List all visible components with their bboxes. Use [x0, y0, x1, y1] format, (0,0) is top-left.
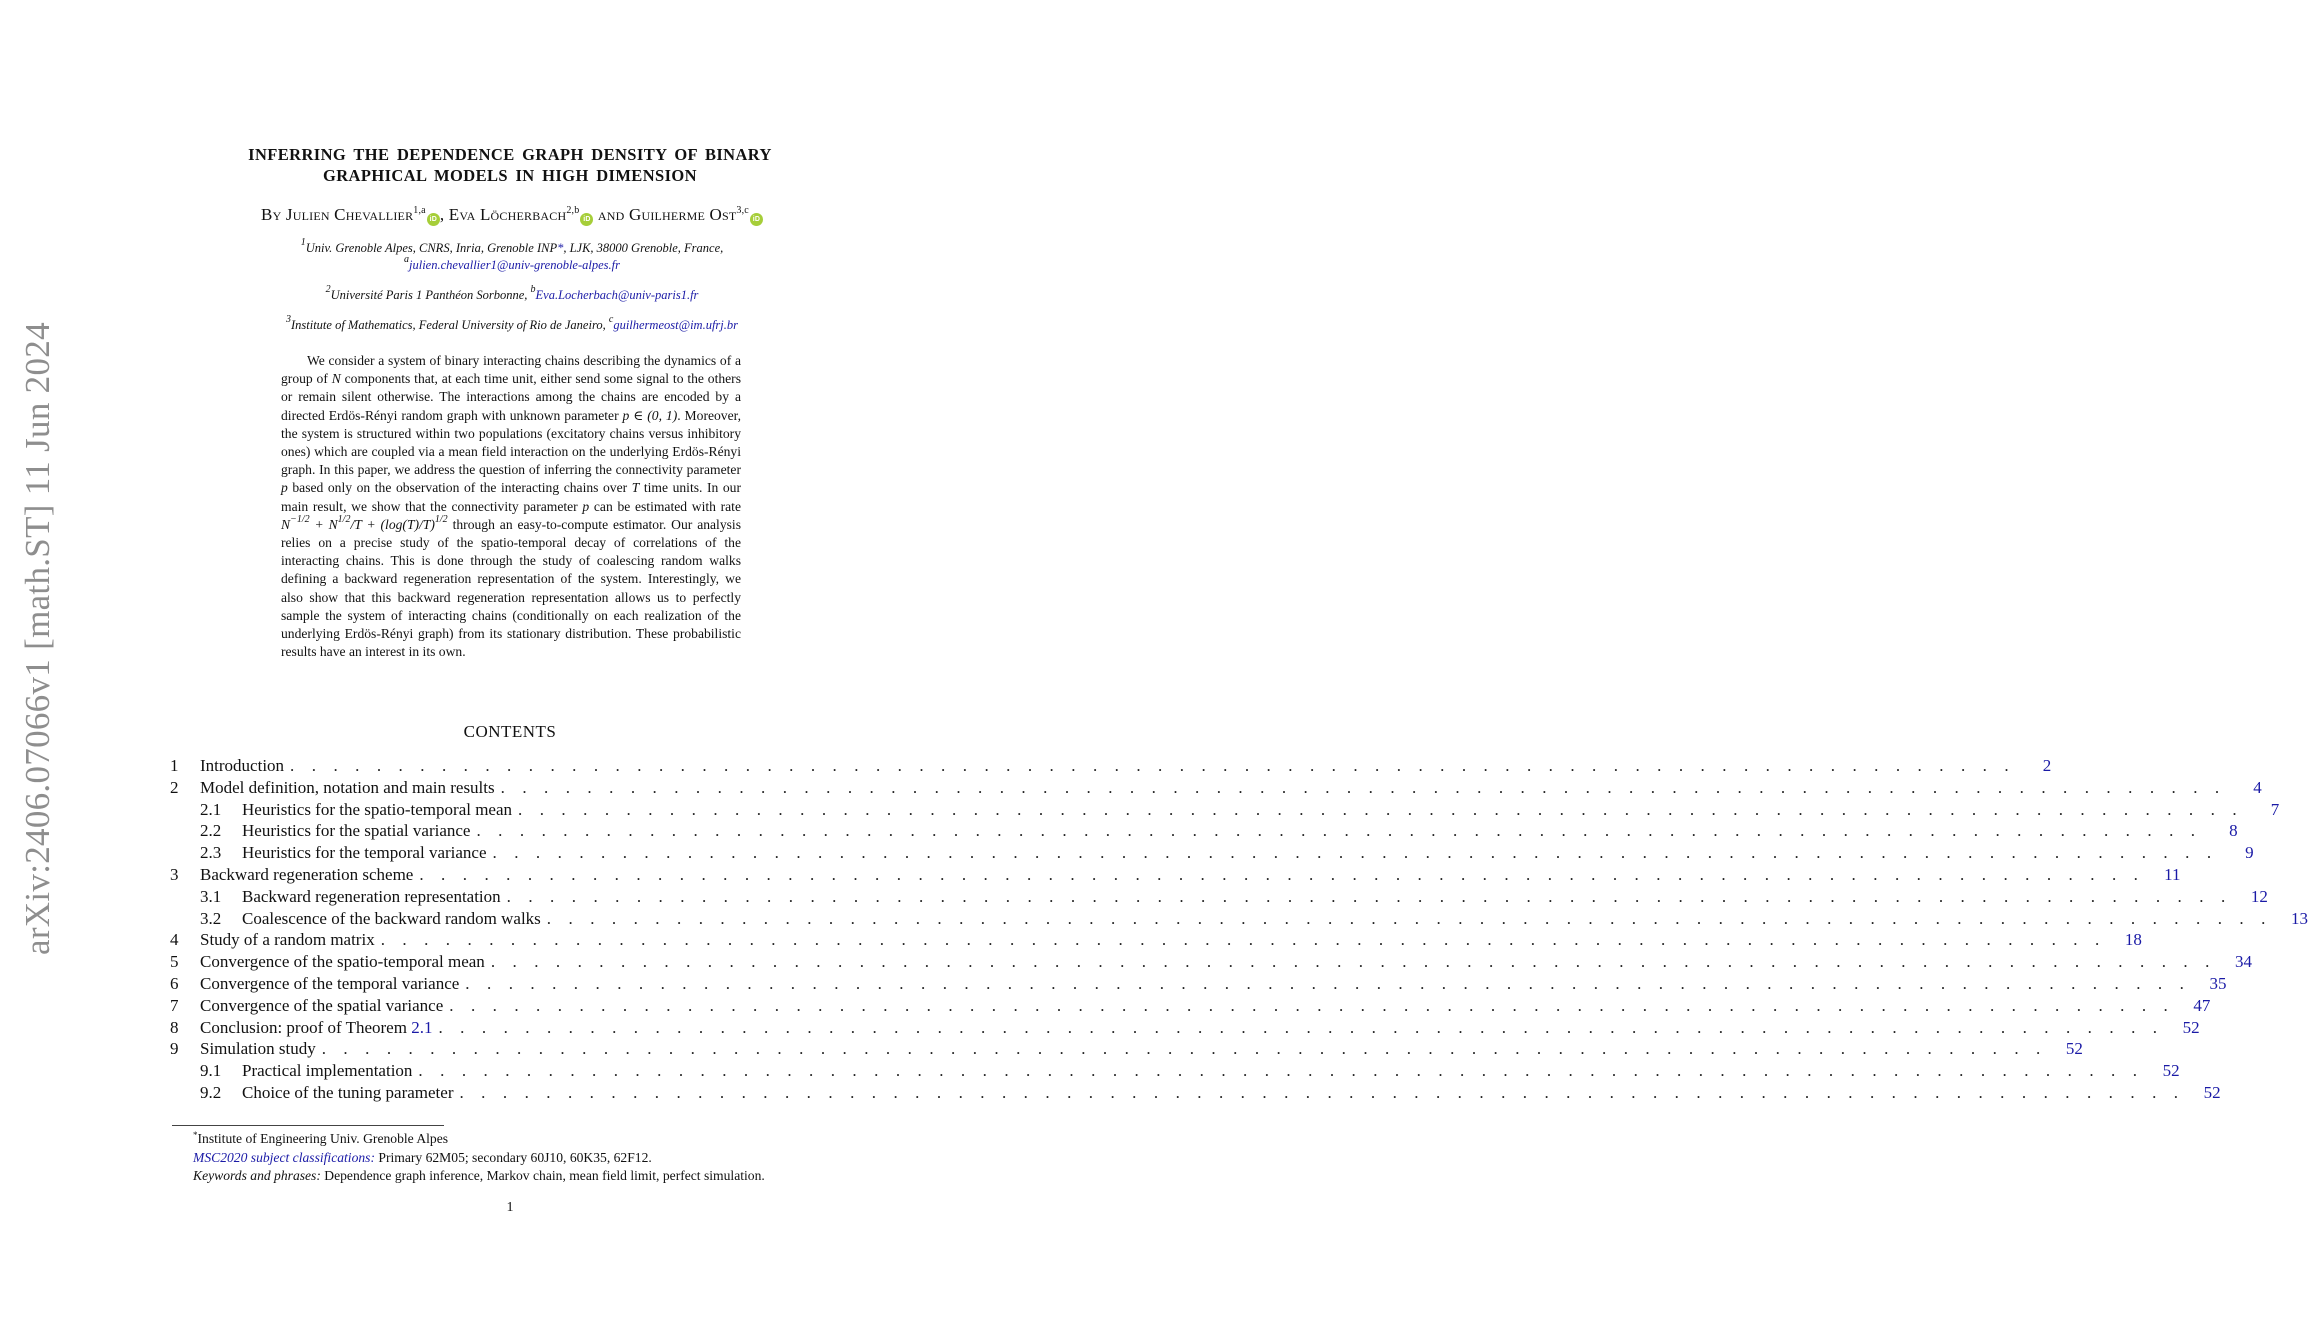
toc-entry[interactable]	[170, 842, 2254, 864]
toc-entry[interactable]	[170, 951, 2252, 973]
toc-page-link[interactable]: 52	[2162, 1061, 2180, 1081]
toc-entry-title-text: Heuristics for the temporal variance	[242, 843, 487, 863]
toc-entry[interactable]	[170, 820, 2238, 842]
toc-entry[interactable]	[170, 1038, 2083, 1060]
toc-entry-number: 3.2	[200, 908, 222, 928]
toc-entry-title-text: Study of a random matrix	[200, 930, 375, 950]
title-line-2: GRAPHICAL MODELS IN HIGH DIMENSION	[323, 166, 697, 185]
toc-page-link[interactable]: 12	[2250, 886, 2268, 906]
footnote-rule	[172, 1125, 444, 1126]
toc-entry-number: 1	[170, 756, 179, 775]
footnote-star-link[interactable]: *	[557, 241, 564, 255]
aff1-text: Univ. Grenoble Alpes, CNRS, Inria, Grenoble INP	[305, 241, 558, 255]
toc-leader-dots: . . . . . . . . . . . . . . . . . . . . . . . . . . . . . . . . . . . . . . . . . . . . . . . . . . . . . . . . . . . . . . . . . . . . . . . . . . . . . . . .	[492, 843, 2218, 863]
footnote-institute-text: Institute of Engineering Univ. Grenoble Alpes	[197, 1131, 449, 1146]
affiliation-3	[150, 314, 874, 334]
toc-leader-dots: . . . . . . . . . . . . . . . . . . . . . . . . . . . . . . . . . . . . . . . . . . . . . . . . . . . . . . . . . . . . . . . . . . . . . . . . . . . . . . . .	[321, 1039, 2047, 1059]
toc-entry-title	[200, 1017, 438, 1039]
toc-entry-title	[242, 820, 476, 842]
toc-entry-title	[242, 799, 518, 821]
math-N: N	[331, 371, 341, 387]
abstract-text: can be estimated with rate	[589, 498, 741, 514]
toc-page-link[interactable]: 52	[2182, 1017, 2200, 1037]
toc-entry-number: 2.2	[200, 821, 222, 841]
toc-entry[interactable]	[170, 995, 2211, 1017]
toc-page-link[interactable]: 4	[2253, 777, 2262, 797]
math-p-range: p ∈ (0, 1)	[622, 407, 678, 423]
toc-entry-title	[200, 995, 449, 1017]
toc-page-link[interactable]: 11	[2164, 864, 2181, 884]
toc-page-link[interactable]: 18	[2124, 930, 2142, 950]
toc-leader-dots: . . . . . . . . . . . . . . . . . . . . . . . . . . . . . . . . . . . . . . . . . . . . . . . . . . . . . . . . . . . . . . . . . . . . . . . . . . . . . . . .	[459, 1082, 2185, 1102]
aff1-sup: 1	[300, 237, 306, 248]
toc-page-link[interactable]: 13	[2290, 908, 2308, 928]
toc-entry-title	[200, 777, 501, 799]
toc-leader-dots: . . . . . . . . . . . . . . . . . . . . . . . . . . . . . . . . . . . . . . . . . . . . . . . . . . . . . . . . . . . . . . . . . . . . . . . . . . . . . . . .	[518, 799, 2244, 819]
arxiv-identifier-stamp: arXiv:2406.07066v1 [math.ST] 11 Jun 2024	[18, 322, 57, 955]
toc-leader-dots: . . . . . . . . . . . . . . . . . . . . . . . . . . . . . . . . . . . . . . . . . . . . . . . . . . . . . . . . . . . . . . . . . . . . . . . . . . . . . . . .	[418, 1061, 2144, 1081]
toc-page-link[interactable]: 7	[2270, 799, 2280, 819]
toc-entry[interactable]	[170, 1060, 2180, 1082]
toc-leader-dots: . . . . . . . . . . . . . . . . . . . . . . . . . . . . . . . . . . . . . . . . . . . . . . . . . . . . . . . . . . . . . . . . . . . . . . . . . . . . . . . .	[546, 908, 2272, 928]
toc-entry[interactable]	[170, 755, 2052, 777]
orcid-icon[interactable]: iD	[580, 213, 593, 226]
msc-link[interactable]: MSC2020 subject classifications:	[193, 1149, 375, 1165]
toc-entry-title	[242, 1060, 418, 1082]
affiliation-1	[150, 237, 874, 274]
toc-entry-title	[242, 886, 507, 908]
footnote-institute	[193, 1130, 893, 1149]
author-line: By Julien Chevallier$^{1,a}$iD , Eva Löcherbach$^{2,b}$iD and Guilherme Ost$^{3,c}$iD	[150, 205, 874, 226]
paper-title	[190, 144, 830, 186]
toc-entry-title-text: Convergence of the temporal variance	[200, 973, 460, 993]
toc-entry-title-text: Choice of the tuning parameter	[242, 1082, 454, 1102]
toc-leader-dots: . . . . . . . . . . . . . . . . . . . . . . . . . . . . . . . . . . . . . . . . . . . . . . . . . . . . . . . . . . . . . . . . . . . . . . . . . . . . . . . .	[506, 886, 2232, 906]
footnote-keywords	[193, 1167, 893, 1186]
toc-entry-title-text: Coalescence of the backward random walks	[242, 908, 541, 928]
footnote-msc	[193, 1149, 893, 1168]
author-locherbach-sup: 2,b	[566, 205, 580, 216]
toc-entry[interactable]	[170, 799, 2280, 821]
toc-entry-number: 2	[170, 777, 179, 797]
abstract-text: . Moreover, the system is structured within two populations (excitatory chains versus inhibitory ones) which are coupled via a mean field interaction on the underlying Erdös-Rényi graph. In this paper, we address the question of inferring the connectivity parameter	[281, 407, 742, 478]
orcid-icon[interactable]: iD	[750, 213, 763, 226]
toc-entry-number: 2.1	[200, 799, 222, 819]
toc-page-link[interactable]: 35	[2209, 973, 2227, 993]
toc-entry[interactable]	[170, 1082, 2221, 1104]
email-link-ost[interactable]: guilhermeost@im.ufrj.br	[613, 318, 739, 332]
toc-entry[interactable]	[170, 777, 2262, 799]
contents-heading: CONTENTS	[463, 722, 557, 741]
footnotes	[193, 1130, 893, 1186]
math-rate-formula: $N^{-1/2} + N^{1/2}/T + (\log(T)/T)^{1/2}$	[281, 513, 448, 532]
toc-entry[interactable]	[170, 929, 2142, 951]
toc-entry[interactable]	[170, 1017, 2200, 1039]
toc-leader-dots: . . . . . . . . . . . . . . . . . . . . . . . . . . . . . . . . . . . . . . . . . . . . . . . . . . . . . . . . . . . . . . . . . . . . . . . . . . . . . . . .	[500, 777, 2226, 797]
toc-entry-title	[200, 864, 419, 886]
toc-entry-number: 9.1	[200, 1061, 222, 1081]
toc-entry-number: 4	[170, 930, 179, 950]
author-locherbach: Eva Löcherbach	[448, 205, 567, 224]
title-line-1: INFERRING THE DEPENDENCE GRAPH DENSITY OF BINARY	[248, 145, 772, 164]
toc-leader-dots: . . . . . . . . . . . . . . . . . . . . . . . . . . . . . . . . . . . . . . . . . . . . . . . . . . . . . . . . . . . . . . . . . . . . . . . . . . . . . . . .	[419, 864, 2145, 884]
aff2-text: Université Paris 1 Panthéon Sorbonne,	[330, 288, 531, 302]
aff3-text: Institute of Mathematics, Federal University of Rio de Janeiro,	[290, 318, 609, 332]
theorem-link[interactable]: 2.1	[411, 1017, 433, 1037]
table-of-contents	[170, 755, 2308, 1104]
toc-entry-number: 3	[170, 864, 179, 884]
toc-entry-number: 9	[170, 1039, 179, 1059]
affiliation-2	[150, 284, 874, 304]
toc-leader-dots: . . . . . . . . . . . . . . . . . . . . . . . . . . . . . . . . . . . . . . . . . . . . . . . . . . . . . . . . . . . . . . . . . . . . . . . . . . . . . . . .	[465, 973, 2191, 993]
toc-entry-title	[200, 929, 381, 951]
abstract-text: components that, at each time unit, either send some signal to the others or remain silent otherwise. The interactions among the chains are encoded by a directed Erdös-Rényi random graph with unknown parameter	[281, 371, 741, 423]
toc-entry-title-text: Backward regeneration representation	[242, 886, 501, 906]
page-number: 1	[506, 1200, 514, 1215]
by-label: By	[261, 205, 282, 224]
toc-entry-title-text: Practical implementation	[242, 1061, 413, 1081]
toc-entry[interactable]	[170, 864, 2181, 886]
toc-entry-title	[200, 951, 491, 973]
toc-entry-title	[242, 908, 547, 930]
toc-entry[interactable]	[170, 886, 2268, 908]
aff3-email-sup: c	[608, 314, 614, 325]
toc-entry-title-text: Convergence of the spatial variance	[200, 995, 444, 1015]
email-link-chevallier[interactable]: julien.chevallier1@univ-grenoble-alpes.fr	[409, 258, 620, 272]
toc-entry-title-text: Conclusion: proof of Theorem	[200, 1017, 412, 1037]
aff2-sup: 2	[325, 284, 331, 295]
keywords-text: Dependence graph inference, Markov chain, mean field limit, perfect simulation.	[320, 1168, 765, 1183]
toc-entry-number: 2.3	[200, 843, 222, 863]
toc-entry-title	[242, 842, 493, 864]
toc-entry-number: 8	[170, 1017, 179, 1037]
aff1-text-post: , LJK, 38000 Grenoble, France,	[563, 241, 724, 255]
keywords-label: Keywords and phrases:	[193, 1168, 321, 1183]
orcid-icon[interactable]: iD	[427, 213, 440, 226]
math-p: p	[281, 480, 288, 496]
abstract-text: time units. In our main result, we show that the connectivity parameter	[281, 480, 741, 514]
abstract-paragraph	[281, 352, 741, 661]
toc-entry-number: 3.1	[200, 886, 222, 906]
author-chevallier-sup: 1,a	[413, 205, 426, 216]
toc-entry[interactable]	[170, 973, 2227, 995]
msc-text: Primary 62M05; secondary 60J10, 60K35, 62F12.	[375, 1149, 652, 1165]
toc-leader-dots: . . . . . . . . . . . . . . . . . . . . . . . . . . . . . . . . . . . . . . . . . . . . . . . . . . . . . . . . . . . . . . . . . . . . . . . . . . . . . . . .	[438, 1017, 2164, 1037]
toc-leader-dots: . . . . . . . . . . . . . . . . . . . . . . . . . . . . . . . . . . . . . . . . . . . . . . . . . . . . . . . . . . . . . . . . . . . . . . . . . . . . . . . .	[290, 756, 2016, 775]
toc-page-link[interactable]: 52	[2065, 1039, 2083, 1059]
author-ost: Guilherme Ost	[628, 205, 737, 224]
toc-entry[interactable]	[170, 908, 2308, 930]
toc-page-link[interactable]: 8	[2229, 821, 2238, 841]
toc-page-link[interactable]: 47	[2193, 995, 2211, 1015]
toc-leader-dots: . . . . . . . . . . . . . . . . . . . . . . . . . . . . . . . . . . . . . . . . . . . . . . . . . . . . . . . . . . . . . . . . . . . . . . . . . . . . . . . .	[476, 821, 2202, 841]
toc-entry-title	[200, 755, 290, 777]
toc-leader-dots: . . . . . . . . . . . . . . . . . . . . . . . . . . . . . . . . . . . . . . . . . . . . . . . . . . . . . . . . . . . . . . . . . . . . . . . . . . . . . . . .	[380, 930, 2106, 950]
author-ost-sup: 3,c	[736, 205, 749, 216]
toc-page-link[interactable]: 52	[2203, 1082, 2221, 1102]
footnote-star-mark: *	[193, 1130, 198, 1140]
author-chevallier: Julien Chevallier	[285, 205, 414, 224]
aff3-sup: 3	[285, 314, 291, 325]
toc-page-link[interactable]: 34	[2234, 952, 2252, 972]
toc-entry-title-text: Simulation study	[200, 1039, 316, 1059]
toc-entry-title	[200, 1038, 322, 1060]
email-link-locherbach[interactable]: Eva.Locherbach@univ-paris1.fr	[535, 288, 699, 302]
toc-entry-title-text: Model definition, notation and main results	[200, 777, 495, 797]
toc-entry-title-text: Convergence of the spatio-temporal mean	[200, 952, 485, 972]
toc-entry-title-text: Introduction	[200, 756, 285, 775]
math-T: T	[631, 480, 640, 496]
toc-leader-dots: . . . . . . . . . . . . . . . . . . . . . . . . . . . . . . . . . . . . . . . . . . . . . . . . . . . . . . . . . . . . . . . . . . . . . . . . . . . . . . . .	[490, 952, 2216, 972]
toc-leader-dots: . . . . . . . . . . . . . . . . . . . . . . . . . . . . . . . . . . . . . . . . . . . . . . . . . . . . . . . . . . . . . . . . . . . . . . . . . . . . . . . .	[449, 995, 2175, 1015]
toc-entry-title	[242, 1082, 459, 1104]
toc-entry-title-text: Heuristics for the spatio-temporal mean	[242, 799, 513, 819]
aff1-email-sup: a	[404, 254, 409, 265]
toc-entry-title-text: Backward regeneration scheme	[200, 864, 414, 884]
abstract-text: through an easy-to-compute estimator. Our analysis relies on a precise study of the spatio-temporal decay of correlations of the interacting chains. This is done through the study of coalescing random walks defining a backward regeneration representation of the system. Interestingly, we also show that this backward regeneration representation allows us to perfectly sample the system of interacting chains (conditionally on each realization of the underlying Erdös-Rényi graph) from its stationary distribution. These probabilistic results have an interest in its own.	[281, 516, 741, 660]
toc-entry-number: 9.2	[200, 1082, 222, 1102]
toc-entry-title-text: Heuristics for the spatial variance	[242, 821, 471, 841]
aff2-email-sup: b	[530, 284, 536, 295]
abstract-text: We consider a system of binary interacting chains describing the dynamics of a group of	[281, 353, 741, 387]
toc-entry-title	[200, 973, 465, 995]
and-label: and	[597, 205, 625, 224]
math-p: p	[582, 498, 590, 514]
abstract-text: based only on the observation of the interacting chains over	[287, 480, 632, 496]
toc-entry-number: 7	[170, 995, 179, 1015]
toc-page-link[interactable]: 2	[2042, 756, 2052, 775]
toc-entry-number: 5	[170, 952, 179, 972]
abstract	[281, 352, 741, 661]
toc-page-link[interactable]: 9	[2245, 843, 2254, 863]
toc-entry-number: 6	[170, 973, 179, 993]
